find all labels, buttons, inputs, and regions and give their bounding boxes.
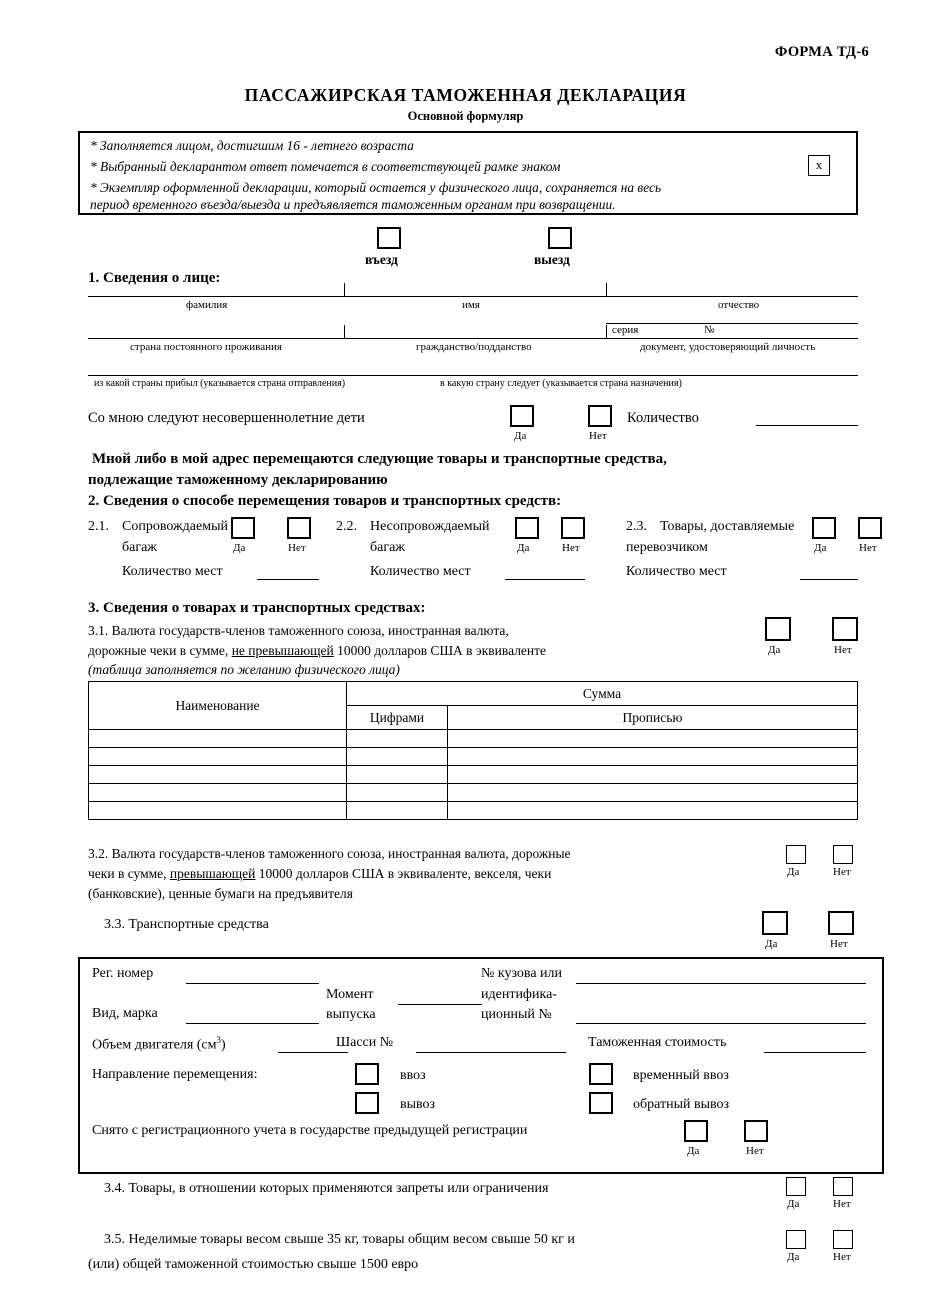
notes-box <box>78 131 858 215</box>
divider-travel-line <box>88 375 858 376</box>
cell-name-4[interactable] <box>89 784 347 802</box>
label-3-1-no: Нет <box>834 644 852 656</box>
label-3-4-yes: Да <box>787 1198 800 1210</box>
label-3-5-line2: (или) общей таможенной стоимостью свыше 1500 евро <box>88 1257 419 1272</box>
label-entry: въезд <box>365 252 398 267</box>
label-re-export: обратный вывоз <box>633 1097 730 1112</box>
label-exit: выезд <box>534 252 570 267</box>
label-2-2-yes: Да <box>517 542 530 554</box>
label-3-3-yes: Да <box>765 938 778 950</box>
table-row[interactable] <box>89 748 858 766</box>
input-2-2-places[interactable] <box>505 579 585 580</box>
label-deregistered-yes: Да <box>687 1145 700 1157</box>
label-engine-volume-sup: 3 <box>216 1035 222 1045</box>
label-3-1-line2-b: 10000 долларов США в эквиваленте <box>333 643 547 658</box>
label-2-1-line1: Сопровождаемый <box>122 519 228 534</box>
section-3-heading: 3. Сведения о товарах и транспортных средствах: <box>88 600 426 616</box>
statement-line-1: Мной либо в мой адрес перемещаются следующие товары и транспортные средства, <box>92 451 667 467</box>
input-vin-2[interactable] <box>576 1023 866 1024</box>
label-deregistered-no: Нет <box>746 1145 764 1157</box>
label-2-3-places: Количество мест <box>626 564 727 579</box>
label-reg-number: Рег. номер <box>92 966 154 981</box>
example-mark-box: х <box>808 155 830 176</box>
checkbox-3-3-no[interactable] <box>828 911 854 935</box>
checkbox-exit[interactable] <box>548 227 572 249</box>
cell-words-4[interactable] <box>448 784 858 802</box>
label-3-1-line2-underlined: не превышающей <box>231 643 334 658</box>
label-engine-volume-text: Объем двигателя (см <box>92 1037 217 1053</box>
label-minor-children: Со мною следуют несовершеннолетние дети <box>88 410 365 426</box>
form-code: ФОРМА ТД-6 <box>774 44 869 60</box>
label-kind-brand: Вид, марка <box>92 1006 158 1021</box>
caption-from-country: из какой страны прибыл (указывается страна отправления) <box>94 378 346 389</box>
caption-citizenship: гражданство/подданство <box>416 341 532 353</box>
caption-identity-document: документ, удостоверяющий личность <box>640 341 816 353</box>
table-row[interactable] <box>89 784 858 802</box>
cell-digits-2[interactable] <box>347 748 448 766</box>
label-3-5-no: Нет <box>833 1251 851 1263</box>
checkbox-re-export[interactable] <box>589 1092 613 1114</box>
label-3-3-no: Нет <box>830 938 848 950</box>
label-chassis: Шасси № <box>336 1035 394 1050</box>
label-2-3-num: 2.3. <box>626 519 647 534</box>
label-3-2-no: Нет <box>833 866 851 878</box>
input-moment[interactable] <box>398 1004 482 1005</box>
checkbox-children-no[interactable] <box>588 405 612 427</box>
page-subtitle: Основной формуляр <box>407 109 524 123</box>
input-chassis[interactable] <box>416 1052 566 1053</box>
divider-name-line <box>88 296 858 297</box>
table-row[interactable] <box>89 766 858 784</box>
label-3-4: 3.4. Товары, в отношении которых применяются запреты или ограничения <box>104 1181 549 1196</box>
currency-col-sum: Сумма <box>347 682 858 706</box>
currency-table-header-row-1 <box>89 682 858 706</box>
label-temp-import: временный ввоз <box>633 1068 729 1083</box>
divider-residence-1 <box>344 325 345 339</box>
table-row[interactable] <box>89 802 858 820</box>
checkbox-2-2-yes[interactable] <box>515 517 539 539</box>
caption-country-residence: страна постоянного проживания <box>130 341 282 353</box>
label-3-1-line1: 3.1. Валюта государств-членов таможенного союза, иностранная валюта, <box>88 623 509 638</box>
label-3-1-line2-a: дорожные чеки в сумме, <box>88 643 232 658</box>
checkbox-temp-import[interactable] <box>589 1063 613 1085</box>
vehicle-details-box <box>78 957 884 1174</box>
checkbox-3-4-yes[interactable] <box>786 1177 806 1196</box>
caption-to-country: в какую страну следует (указывается страна назначения) <box>440 378 682 389</box>
page-title: ПАССАЖИРСКАЯ ТАМОЖЕННАЯ ДЕКЛАРАЦИЯ <box>244 85 687 105</box>
currency-table <box>88 681 858 820</box>
cell-words-5[interactable] <box>448 802 858 820</box>
label-children-yes: Да <box>514 430 527 442</box>
cell-name-3[interactable] <box>89 766 347 784</box>
cell-name-1[interactable] <box>89 730 347 748</box>
checkbox-3-2-yes[interactable] <box>786 845 806 864</box>
label-2-2-places: Количество мест <box>370 564 471 579</box>
divider-residence-2 <box>606 325 607 339</box>
label-export: вывоз <box>400 1097 436 1112</box>
label-3-2-line2-a: чеки в сумме, <box>88 866 170 881</box>
label-2-2-line2: багаж <box>370 540 405 555</box>
statement-line-2: подлежащие таможенному декларированию <box>88 472 388 488</box>
cell-words-3[interactable] <box>448 766 858 784</box>
label-2-1-places: Количество мест <box>122 564 223 579</box>
label-2-1-no: Нет <box>288 542 306 554</box>
cell-words-2[interactable] <box>448 748 858 766</box>
label-moment-line2: выпуска <box>326 1007 376 1022</box>
input-reg-number[interactable] <box>186 983 319 984</box>
checkbox-2-3-no[interactable] <box>858 517 882 539</box>
label-customs-value: Таможенная стоимость <box>588 1035 727 1050</box>
cell-digits-5[interactable] <box>347 802 448 820</box>
input-children-quantity[interactable] <box>756 425 858 426</box>
checkbox-children-yes[interactable] <box>510 405 534 427</box>
label-3-2-line1: 3.2. Валюта государств-членов таможенного союза, иностранная валюта, дорожные <box>88 846 571 861</box>
label-moment-line1: Момент <box>326 987 374 1002</box>
label-3-1-line3: (таблица заполняется по желанию физического лица) <box>88 662 400 677</box>
label-body-line3: ционный № <box>481 1007 552 1022</box>
input-customs-value[interactable] <box>764 1052 866 1053</box>
label-3-4-no: Нет <box>833 1198 851 1210</box>
label-2-2-no: Нет <box>562 542 580 554</box>
label-3-2-line2-b: 10000 долларов США в эквиваленте, векселя, чеки <box>255 866 552 881</box>
label-move-direction: Направление перемещения: <box>92 1067 258 1082</box>
label-2-3-line2: перевозчиком <box>626 540 708 555</box>
checkbox-deregistered-no[interactable] <box>744 1120 768 1142</box>
label-3-5-line1: 3.5. Неделимые товары весом свыше 35 кг, товары общим весом свыше 50 кг и <box>104 1232 575 1247</box>
input-kind-brand[interactable] <box>186 1023 319 1024</box>
note-line-1: * Заполняется лицом, достигшим 16 - летнего возраста <box>90 138 414 153</box>
label-2-2-num: 2.2. <box>336 519 357 534</box>
label-3-2-yes: Да <box>787 866 800 878</box>
label-children-quantity: Количество <box>627 410 699 426</box>
caption-patronymic: отчество <box>718 299 760 311</box>
divider-residence-line <box>88 338 858 339</box>
label-2-3-no: Нет <box>859 542 877 554</box>
checkbox-2-1-no[interactable] <box>287 517 311 539</box>
label-2-1-line2: багаж <box>122 540 157 555</box>
caption-number: № <box>704 324 715 336</box>
currency-col-digits: Цифрами <box>347 706 448 730</box>
checkbox-deregistered-yes[interactable] <box>684 1120 708 1142</box>
label-3-3: 3.3. Транспортные средства <box>104 917 269 932</box>
caption-series: серия <box>612 324 639 336</box>
cell-digits-1[interactable] <box>347 730 448 748</box>
label-body-line2: идентифика- <box>481 987 557 1002</box>
divider-name-1 <box>344 283 345 297</box>
label-3-1-line2 <box>88 643 546 659</box>
label-engine-volume <box>92 1035 226 1054</box>
note-line-2: * Выбранный декларантом ответ помечается в соответствующей рамке знаком <box>90 159 561 174</box>
checkbox-2-3-yes[interactable] <box>812 517 836 539</box>
label-engine-volume-close: ) <box>221 1037 226 1053</box>
section-1-heading: 1. Сведения о лице: <box>88 270 221 286</box>
cell-digits-4[interactable] <box>347 784 448 802</box>
checkbox-export[interactable] <box>355 1092 379 1114</box>
checkbox-3-4-no[interactable] <box>833 1177 853 1196</box>
cell-words-1[interactable] <box>448 730 858 748</box>
checkbox-3-1-no[interactable] <box>832 617 858 641</box>
label-children-no: Нет <box>589 430 607 442</box>
checkbox-entry[interactable] <box>377 227 401 249</box>
caption-surname: фамилия <box>186 299 228 311</box>
label-3-5-yes: Да <box>787 1251 800 1263</box>
checkbox-3-5-no[interactable] <box>833 1230 853 1249</box>
note-line-4: период временного въезда/выезда и предъявляется таможенным органам при возвращении. <box>90 197 616 212</box>
label-deregistered: Снято с регистрационного учета в государстве предыдущей регистрации <box>92 1123 528 1138</box>
checkbox-import[interactable] <box>355 1063 379 1085</box>
divider-name-2 <box>606 283 607 297</box>
input-vin-1[interactable] <box>576 983 866 984</box>
label-2-3-line1: Товары, доставляемые <box>660 519 795 534</box>
checkbox-3-3-yes[interactable] <box>762 911 788 935</box>
divider-doc-top <box>606 323 858 324</box>
caption-name: имя <box>462 299 480 311</box>
cell-name-2[interactable] <box>89 748 347 766</box>
section-2-heading: 2. Сведения о способе перемещения товаров и транспортных средств: <box>88 493 562 509</box>
checkbox-2-2-no[interactable] <box>561 517 585 539</box>
label-body-line1: № кузова или <box>481 966 563 981</box>
label-3-2-line3: (банковские), ценные бумаги на предъявителя <box>88 886 353 901</box>
checkbox-3-2-no[interactable] <box>833 845 853 864</box>
table-row[interactable] <box>89 730 858 748</box>
cell-digits-3[interactable] <box>347 766 448 784</box>
label-2-1-yes: Да <box>233 542 246 554</box>
checkbox-3-5-yes[interactable] <box>786 1230 806 1249</box>
label-2-2-line1: Несопровождаемый <box>370 519 490 534</box>
label-3-2-line2-underlined: превышающей <box>169 866 256 881</box>
label-2-1-num: 2.1. <box>88 519 109 534</box>
currency-col-words: Прописью <box>448 706 858 730</box>
label-import: ввоз <box>400 1068 426 1083</box>
input-2-1-places[interactable] <box>257 579 319 580</box>
label-3-2-line2 <box>88 866 551 882</box>
label-3-1-yes: Да <box>768 644 781 656</box>
input-engine-volume[interactable] <box>278 1052 348 1053</box>
cell-name-5[interactable] <box>89 802 347 820</box>
input-2-3-places[interactable] <box>800 579 858 580</box>
checkbox-3-1-yes[interactable] <box>765 617 791 641</box>
label-2-3-yes: Да <box>814 542 827 554</box>
note-line-3: * Экземпляр оформленной декларации, который остается у физического лица, сохраняется на весь <box>90 180 662 195</box>
currency-col-name: Наименование <box>89 682 347 730</box>
checkbox-2-1-yes[interactable] <box>231 517 255 539</box>
